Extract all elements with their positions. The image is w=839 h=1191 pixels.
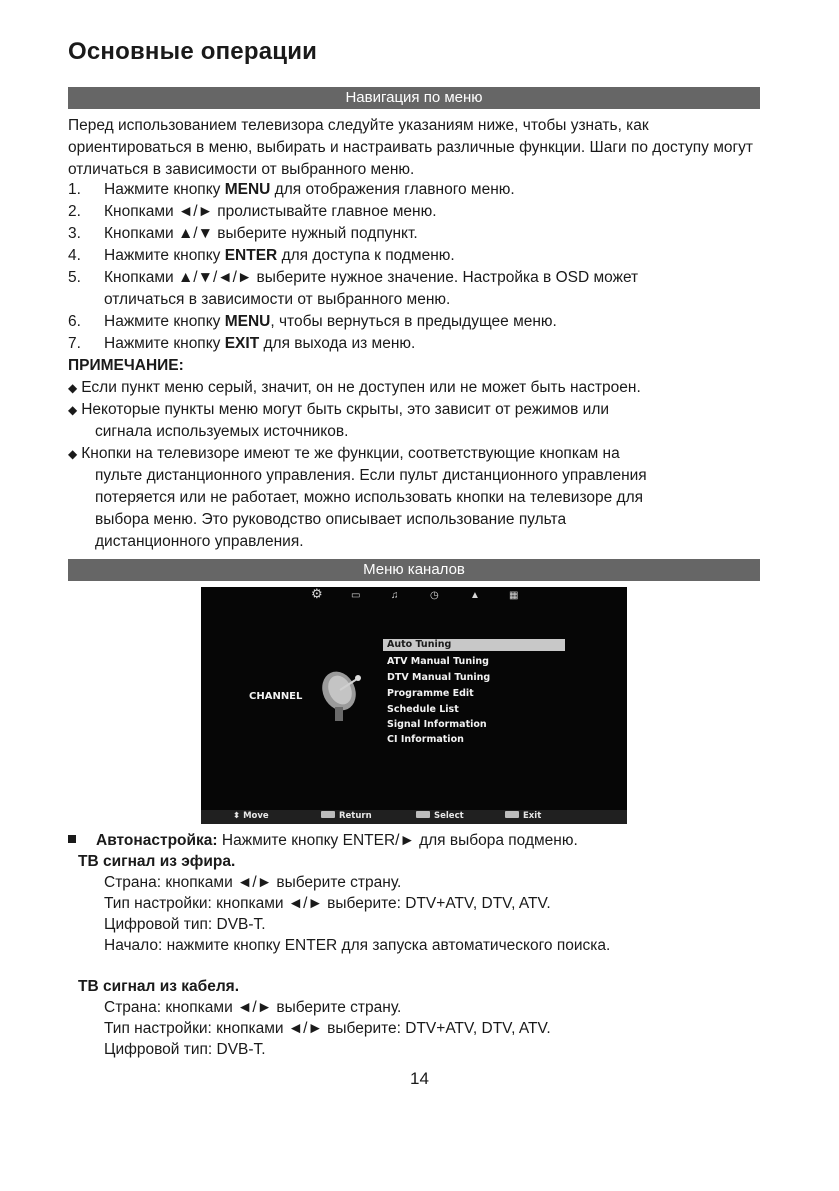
intro-paragraph: Перед использованием телевизора следуйте указаниям ниже, чтобы узнать, как ориентироваться в меню, выбирать и настраивать различные функции. Шаги по доступу могут отличаться в зависимости от выбранного меню. bbox=[68, 117, 753, 178]
cable-line-1: Страна: кнопками ◄/► выберите страну. bbox=[104, 999, 402, 1016]
step-5-cont: отличаться в зависимости от выбранного меню. bbox=[104, 291, 451, 308]
clock-icon: ◷ bbox=[430, 590, 439, 601]
square-bullet-icon bbox=[68, 835, 76, 843]
note-3: ◆ Кнопки на телевизоре имеют те же функции, соответствующие кнопкам на bbox=[68, 445, 620, 462]
sound-icon: ♫ bbox=[391, 590, 399, 601]
menu-key-icon bbox=[321, 811, 335, 818]
note-3-cont-2: потеряется или не работает, можно использовать кнопки на телевизоре для bbox=[95, 489, 644, 506]
section-header-navigation: Навигация по меню bbox=[68, 87, 760, 109]
note-1: ◆ Если пункт меню серый, значит, он не доступен или не может быть настроен. bbox=[68, 379, 641, 396]
cable-line-2: Тип настройки: кнопками ◄/► выберите: DTV+ATV, DTV, ATV. bbox=[104, 1020, 551, 1037]
hint-move: ⬍ Move bbox=[233, 811, 269, 821]
menu-item-dtv-manual-tuning[interactable]: DTV Manual Tuning bbox=[387, 672, 491, 683]
picture-icon: ▭ bbox=[351, 590, 361, 601]
menu-item-auto-tuning[interactable]: Auto Tuning bbox=[383, 639, 565, 651]
satellite-dish-icon bbox=[319, 667, 367, 723]
lock-icon: ▲ bbox=[470, 590, 480, 601]
menu-item-ci-information[interactable]: CI Information bbox=[387, 734, 464, 745]
diamond-bullet-icon: ◆ bbox=[68, 403, 78, 417]
menu-tab-bar bbox=[201, 587, 627, 605]
air-line-3: Цифровой тип: DVB-T. bbox=[104, 916, 266, 933]
note-heading: ПРИМЕЧАНИЕ: bbox=[68, 357, 184, 374]
step-3: 3. Кнопками ▲/▼ выберите нужный подпункт. bbox=[68, 225, 418, 242]
menu-item-schedule-list[interactable]: Schedule List bbox=[387, 704, 459, 715]
note-3-cont-4: дистанционного управления. bbox=[95, 533, 304, 550]
hint-select: Select bbox=[416, 811, 464, 821]
menu-item-programme-edit[interactable]: Programme Edit bbox=[387, 688, 474, 699]
note-2: ◆ Некоторые пункты меню могут быть скрыты, это зависит от режимов или bbox=[68, 401, 610, 418]
auto-tuning-line: Автонастройка: Нажмите кнопку ENTER/► для выбора подменю. bbox=[68, 832, 578, 850]
hint-return: Return bbox=[321, 811, 372, 821]
hint-exit: Exit bbox=[505, 811, 541, 821]
channel-label: CHANNEL bbox=[249, 691, 303, 702]
air-signal-heading: ТВ сигнал из эфира. bbox=[78, 853, 236, 870]
note-2-cont: сигнала используемых источников. bbox=[95, 423, 349, 440]
options-icon: ▦ bbox=[509, 590, 519, 601]
air-line-2: Тип настройки: кнопками ◄/► выберите: DTV+ATV, DTV, ATV. bbox=[104, 895, 551, 912]
tv-menu-screenshot bbox=[201, 587, 627, 824]
menu-item-atv-manual-tuning[interactable]: ATV Manual Tuning bbox=[387, 656, 489, 667]
note-3-cont-1: пульте дистанционного управления. Если пульт дистанционного управления bbox=[95, 467, 647, 484]
enter-key-icon bbox=[416, 811, 430, 818]
diamond-bullet-icon: ◆ bbox=[68, 381, 78, 395]
move-arrows-icon: ⬍ bbox=[233, 811, 241, 821]
page-number: 14 bbox=[410, 1069, 429, 1088]
step-1: 1. Нажмите кнопку MENU для отображения главного меню. bbox=[68, 181, 515, 198]
cable-line-3: Цифровой тип: DVB-T. bbox=[104, 1041, 266, 1058]
step-5: 5. Кнопками ▲/▼/◄/► выберите нужное значение. Настройка в OSD может bbox=[68, 269, 639, 286]
gear-icon: ⚙ bbox=[311, 586, 323, 601]
note-3-cont-3: выбора меню. Это руководство описывает использование пульта bbox=[95, 511, 567, 528]
hint-bar bbox=[201, 810, 627, 824]
step-4: 4. Нажмите кнопку ENTER для доступа к подменю. bbox=[68, 247, 455, 264]
page-title: Основные операции bbox=[68, 38, 318, 65]
step-7: 7. Нажмите кнопку EXIT для выхода из меню. bbox=[68, 335, 416, 352]
section-header-channels: Меню каналов bbox=[68, 559, 760, 581]
step-6: 6. Нажмите кнопку MENU, чтобы вернуться в предыдущее меню. bbox=[68, 313, 557, 330]
menu-item-signal-information[interactable]: Signal Information bbox=[387, 719, 487, 730]
air-line-4: Начало: нажмите кнопку ENTER для запуска автоматического поиска. bbox=[104, 937, 611, 954]
diamond-bullet-icon: ◆ bbox=[68, 447, 78, 461]
step-2: 2. Кнопками ◄/► пролистывайте главное меню. bbox=[68, 203, 437, 220]
cable-signal-heading: ТВ сигнал из кабеля. bbox=[78, 978, 240, 995]
exit-key-icon bbox=[505, 811, 519, 818]
air-line-1: Страна: кнопками ◄/► выберите страну. bbox=[104, 874, 402, 891]
